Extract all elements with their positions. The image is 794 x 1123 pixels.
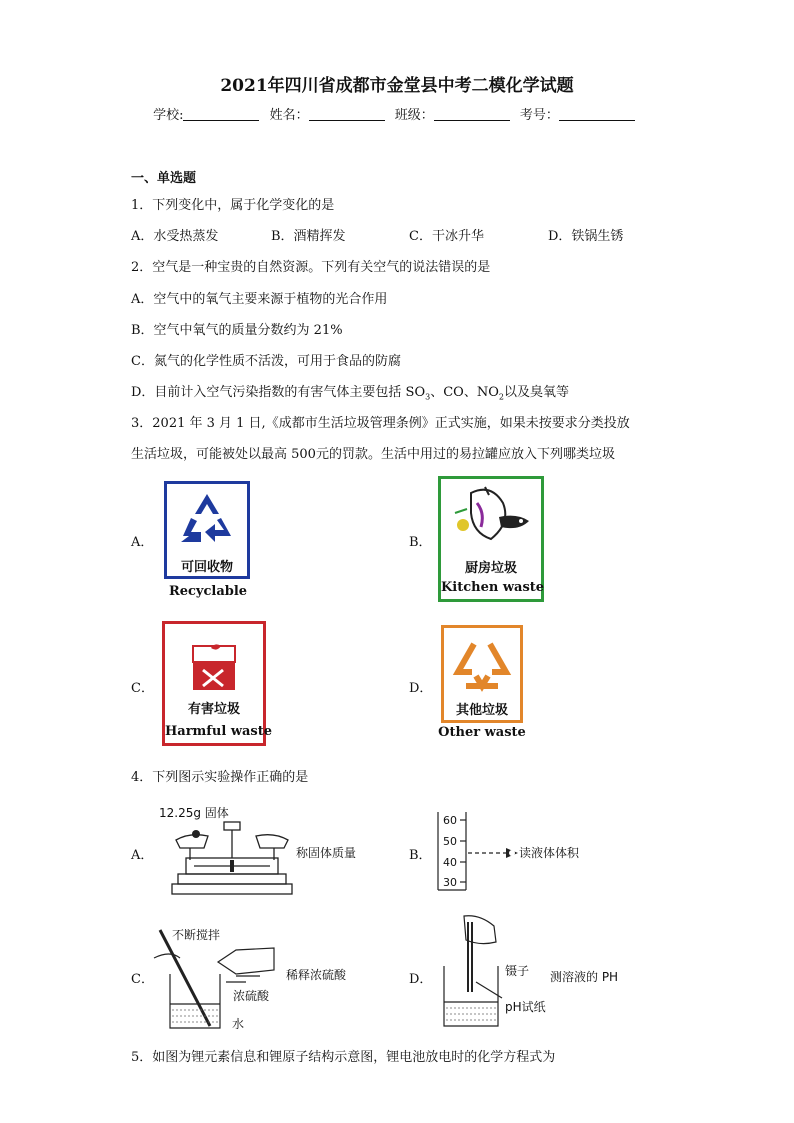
q4-option-d-letter[interactable]: D． (409, 972, 433, 987)
student-info-line (0, 104, 794, 123)
q1-option-a[interactable]: A．水受热蒸发 (131, 229, 219, 244)
q3-stem-line1: 3．2021 年 3 月 1 日,《成都市生活垃圾管理条例》正式实施，如果未按要求分类投放 (131, 416, 630, 431)
recyclable-logo[interactable] (164, 481, 250, 579)
q3-option-a-letter[interactable]: A． (131, 535, 154, 550)
class-blank[interactable] (434, 109, 510, 121)
hazard-icon (165, 638, 263, 704)
balance-caption: 称固体质量 (296, 846, 357, 860)
q4-option-a-letter[interactable]: A． (131, 848, 154, 863)
other-waste-icon (444, 634, 520, 700)
dilution-diagram (150, 926, 290, 1034)
kitchen-cn-label: 厨房垃圾 (464, 561, 517, 576)
tweezers-label: 镊子 (505, 964, 530, 978)
kitchen-waste-logo[interactable] (438, 476, 544, 602)
q3-option-b-letter[interactable]: B． (409, 535, 432, 550)
balance-mass-label: 12.25g 固体 (159, 806, 229, 820)
class-label: 班级： (394, 108, 434, 123)
recyclable-en-label: Recyclable (168, 584, 248, 599)
other-waste-logo[interactable] (441, 625, 523, 723)
school-blank[interactable] (183, 109, 259, 121)
ph-paper-label: pH试纸 (505, 1000, 546, 1014)
q2-d-mid: 、CO、NO (430, 385, 499, 400)
cylinder-caption: 读液体体积 (519, 846, 580, 860)
number-label: 考号： (519, 108, 559, 123)
harmful-waste-logo[interactable] (162, 621, 273, 746)
q3-option-c-letter[interactable]: C． (131, 681, 154, 696)
ph-caption: 测溶液的 PH (550, 970, 619, 984)
q1-option-b[interactable]: B．酒精挥发 (271, 229, 346, 244)
q5-stem: 5．如图为锂元素信息和锂原子结构示意图，锂电池放电时的化学方程式为 (131, 1050, 556, 1065)
q1-stem: 1．下列变化中，属于化学变化的是 (131, 198, 335, 213)
q2-option-c[interactable]: C．氮气的化学性质不活泼，可用于食品的防腐 (131, 354, 401, 369)
kitchen-en-label: Kitchen waste (441, 580, 545, 595)
harmful-en-label: Harmful waste (165, 724, 273, 739)
school-label: 学校: (153, 108, 184, 123)
other-cn-label: 其他垃圾 (455, 703, 508, 718)
cylinder-tick-60: 60 (443, 814, 457, 827)
section-heading: 一、单选题 (131, 171, 197, 186)
q4-option-c-letter[interactable]: C． (131, 972, 154, 987)
q2-d-text: D．目前计入空气污染指数的有害气体主要包括 SO (131, 385, 426, 400)
cylinder-tick-30: 30 (443, 876, 457, 889)
cylinder-diagram (434, 810, 524, 892)
recyclable-cn-label: 可回收物 (180, 560, 233, 575)
q2-option-a[interactable]: A．空气中的氧气主要来源于植物的光合作用 (131, 292, 388, 307)
other-en-label: Other waste (438, 725, 526, 740)
q2-d-sub2: 2 (498, 392, 504, 402)
ph-test-diagram (436, 912, 508, 1030)
balance-diagram (170, 818, 294, 898)
page-title: 2021年四川省成都市金堂县中考二模化学试题 (220, 76, 574, 96)
name-label: 姓名： (269, 108, 309, 123)
q3-stem-line2: 生活垃圾，可能被处以最高 500元的罚款。生活中用过的易拉罐应放入下列哪类垃圾 (131, 447, 615, 462)
q2-option-d[interactable] (131, 381, 569, 402)
q2-d-post: 以及臭氧等 (503, 385, 569, 400)
food-scraps-icon (441, 483, 541, 553)
number-blank[interactable] (559, 109, 635, 121)
dilution-caption: 稀释浓硫酸 (286, 968, 347, 982)
q4-option-b-letter[interactable]: B． (409, 848, 432, 863)
water-label: 水 (232, 1017, 245, 1031)
cylinder-tick-40: 40 (443, 856, 457, 869)
q1-option-c[interactable]: C．干冰升华 (409, 229, 484, 244)
cylinder-tick-50: 50 (443, 835, 457, 848)
stirring-label: 不断搅拌 (172, 928, 221, 942)
q4-stem: 4．下列图示实验操作正确的是 (131, 770, 309, 785)
q3-option-d-letter[interactable]: D． (409, 681, 433, 696)
conc-acid-label: 浓硫酸 (233, 989, 270, 1003)
q1-option-d[interactable]: D．铁锅生锈 (548, 229, 624, 244)
q2-option-b[interactable]: B．空气中氧气的质量分数约为 21% (131, 323, 343, 338)
recycle-icon (167, 488, 247, 554)
name-blank[interactable] (309, 109, 385, 121)
q2-stem: 2．空气是一种宝贵的自然资源。下列有关空气的说法错误的是 (131, 260, 491, 275)
harmful-cn-label: 有害垃圾 (187, 702, 240, 717)
q2-d-sub1: 3 (425, 392, 431, 402)
